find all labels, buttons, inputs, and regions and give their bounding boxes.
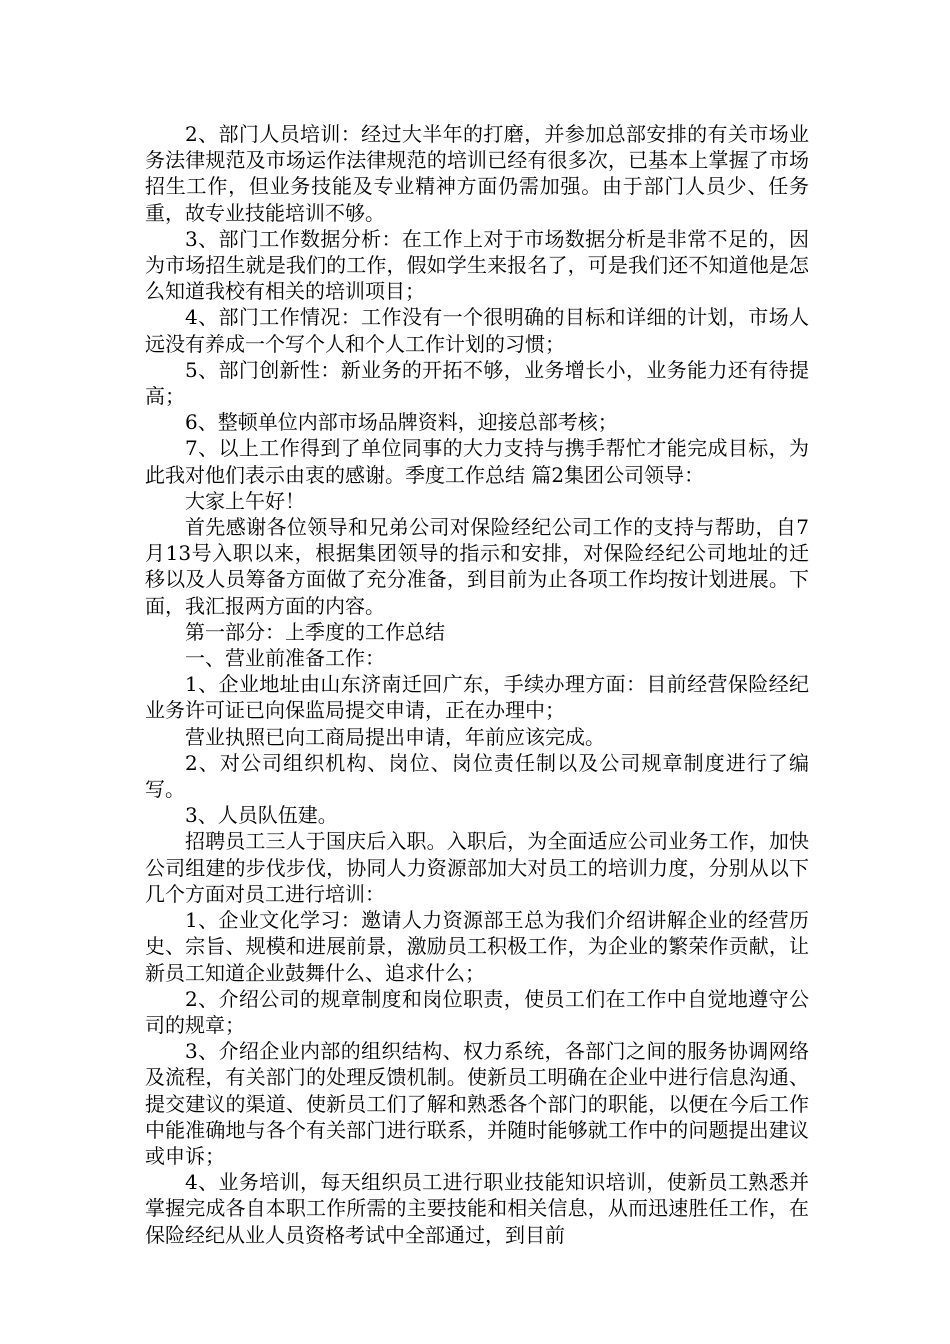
document-body [145,121,809,1248]
paragraph: 2、部门人员培训：经过大半年的打磨，并参加总部安排的有关市场业务法律规范及市场运作法律规范的培训已经有很多次，已基本上掌握了市场招生工作，但业务技能及专业精神方面仍需加强。由于部门人员少、任务重，故专业技能培训不够。 [145,122,809,225]
paragraph: 1、企业文化学习：邀请人力资源部王总为我们介绍讲解企业的经营历史、宗旨、规模和进展前景，激励员工积极工作，为企业的繁荣作贡献，让新员工知道企业鼓舞什么、追求什么； [145,908,809,985]
paragraph: 营业执照已向工商局提出申请，年前应该完成。 [185,724,605,749]
paragraph: 7、以上工作得到了单位同事的大力支持与携手帮忙才能完成目标，为此我对他们表示由衷的感谢。季度工作总结 篇2集团公司领导： [145,436,809,487]
paragraph: 3、介绍企业内部的组织结构、权力系统，各部门之间的服务协调网络及流程，有关部门的处理反馈机制。使新员工明确在企业中进行信息沟通、提交建议的渠道、使新员工们了解和熟悉各个部门的职能，以便在今后工作中能准确地与各个有关部门进行联系，并随时能够就工作中的问题提出建议或申诉； [145,1039,809,1168]
paragraph: 2、介绍公司的规章制度和岗位职责，使员工们在工作中自觉地遵守公司的规章； [145,986,809,1037]
paragraph: 5、部门创新性：新业务的开拓不够，业务增长小，业务能力还有待提高； [145,357,809,409]
paragraph: 4、业务培训，每天组织员工进行职业技能知识培训，使新员工熟悉并掌握完成各自本职工作所需的主要技能和相关信息，从而迅速胜任工作，在保险经纪从业人员资格考试中全部通过，到目前 [145,1170,809,1247]
subsection-heading: 一、营业前准备工作： [185,646,385,671]
paragraph: 大家上午好！ [185,488,305,513]
paragraph: 3、人员队伍建。 [185,803,338,828]
paragraph: 1、企业地址由山东济南迁回广东，手续办理方面：目前经营保险经纪业务许可证已向保监局提交申请，正在办理中； [145,672,809,723]
paragraph: 6、整顿单位内部市场品牌资料，迎接总部考核； [185,410,618,435]
paragraph: 3、部门工作数据分析：在工作上对于市场数据分析是非常不足的，因为市场招生就是我们的工作，假如学生来报名了，可是我们还不知道他是怎么知道我校有相关的培训项目； [145,226,809,304]
paragraph: 4、部门工作情况：工作没有一个很明确的目标和详细的计划，市场人远没有养成一个写个人和个人工作计划的习惯； [145,305,809,356]
paragraph: 招聘员工三人于国庆后入职。入职后，为全面适应公司业务工作，加快公司组建的步伐步伐，协同人力资源部加大对员工的培训力度，分别从以下几个方面对员工进行培训： [145,829,809,906]
section-heading: 第一部分：上季度的工作总结 [185,619,445,644]
paragraph: 2、对公司组织机构、岗位、岗位责任制以及公司规章制度进行了编写。 [145,750,809,802]
paragraph: 首先感谢各位领导和兄弟公司对保险经纪公司工作的支持与帮助，自7月13号入职以来，根据集团领导的指示和安排，对保险经纪公司地址的迁移以及人员筹备方面做了充分准备，到目前为止各项工作均按计划进展。下面，我汇报两方面的内容。 [145,515,809,618]
